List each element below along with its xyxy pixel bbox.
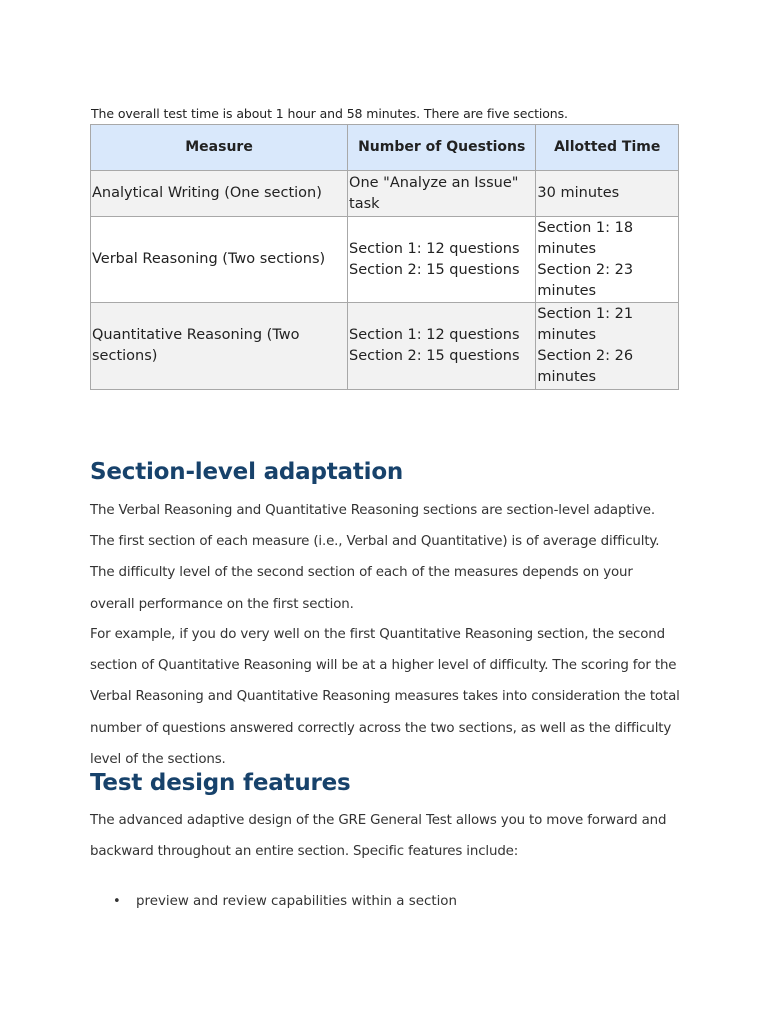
- cell-line: Section 1: 12 questions: [349, 327, 520, 343]
- cell-line: One "Analyze an Issue" task: [349, 174, 519, 212]
- test-structure-table: [90, 124, 679, 390]
- list-item: [90, 886, 457, 917]
- cell-time: [536, 217, 679, 303]
- features-list: [90, 886, 457, 917]
- section-adaptation-paragraph-2: For example, if you do very well on the first Quantitative Reasoning section, the second section of Quantitative Reasoning will be at a higher level of difficulty. The scoring for the Verbal Reasoning and Quantitative Reasoning measures takes into consideration the total number of questions answered correctly across the two sections, as well as the difficulty level of the sections.: [90, 627, 680, 767]
- table-row: [91, 303, 679, 390]
- section-adaptation-heading: Section-level adaptation: [90, 459, 404, 485]
- table-row: [91, 171, 679, 217]
- intro-text: The overall test time is about 1 hour and 58 minutes. There are five sections.: [91, 106, 568, 121]
- header-allotted-time: Allotted Time: [536, 125, 679, 171]
- cell-line: 30 minutes: [537, 185, 620, 201]
- cell-line: Section 2: 26 minutes: [537, 348, 634, 385]
- header-measure: Measure: [91, 125, 348, 171]
- cell-line: Section 1: 18 minutes: [537, 219, 634, 257]
- cell-line: Section 2: 23 minutes: [537, 261, 634, 299]
- test-design-paragraph: The advanced adaptive design of the GRE General Test allows you to move forward and backward throughout an entire section. Specific features include:: [90, 813, 667, 860]
- table-header-row: [91, 125, 679, 171]
- cell-time: [536, 171, 679, 217]
- cell-questions: [348, 171, 536, 217]
- section-adaptation-paragraph-1: The Verbal Reasoning and Quantitative Reasoning sections are section-level adaptive. The first section of each measure (i.e., Verbal and Quantitative) is of average difficulty. The difficulty level of the second section of each of the measures depends on your overall performance on the first section.: [90, 503, 660, 612]
- cell-measure: Verbal Reasoning (Two sections): [91, 217, 348, 303]
- cell-time: [536, 303, 679, 390]
- test-design-heading: Test design features: [90, 770, 351, 796]
- bullet-icon: •: [113, 894, 121, 909]
- cell-questions: [348, 303, 536, 390]
- cell-line: Section 2: 15 questions: [349, 261, 520, 278]
- header-number-of-questions: Number of Questions: [348, 125, 536, 171]
- cell-line: Section 1: 12 questions: [349, 240, 520, 257]
- list-item-text: preview and review capabilities within a section: [136, 894, 457, 909]
- table-row: [91, 217, 679, 303]
- cell-questions: [348, 217, 536, 303]
- cell-measure: Analytical Writing (One section): [91, 171, 348, 217]
- cell-line: Section 2: 15 questions: [349, 348, 520, 364]
- cell-line: Section 1: 21 minutes: [537, 306, 634, 343]
- cell-measure: Quantitative Reasoning (Two sections): [91, 303, 348, 390]
